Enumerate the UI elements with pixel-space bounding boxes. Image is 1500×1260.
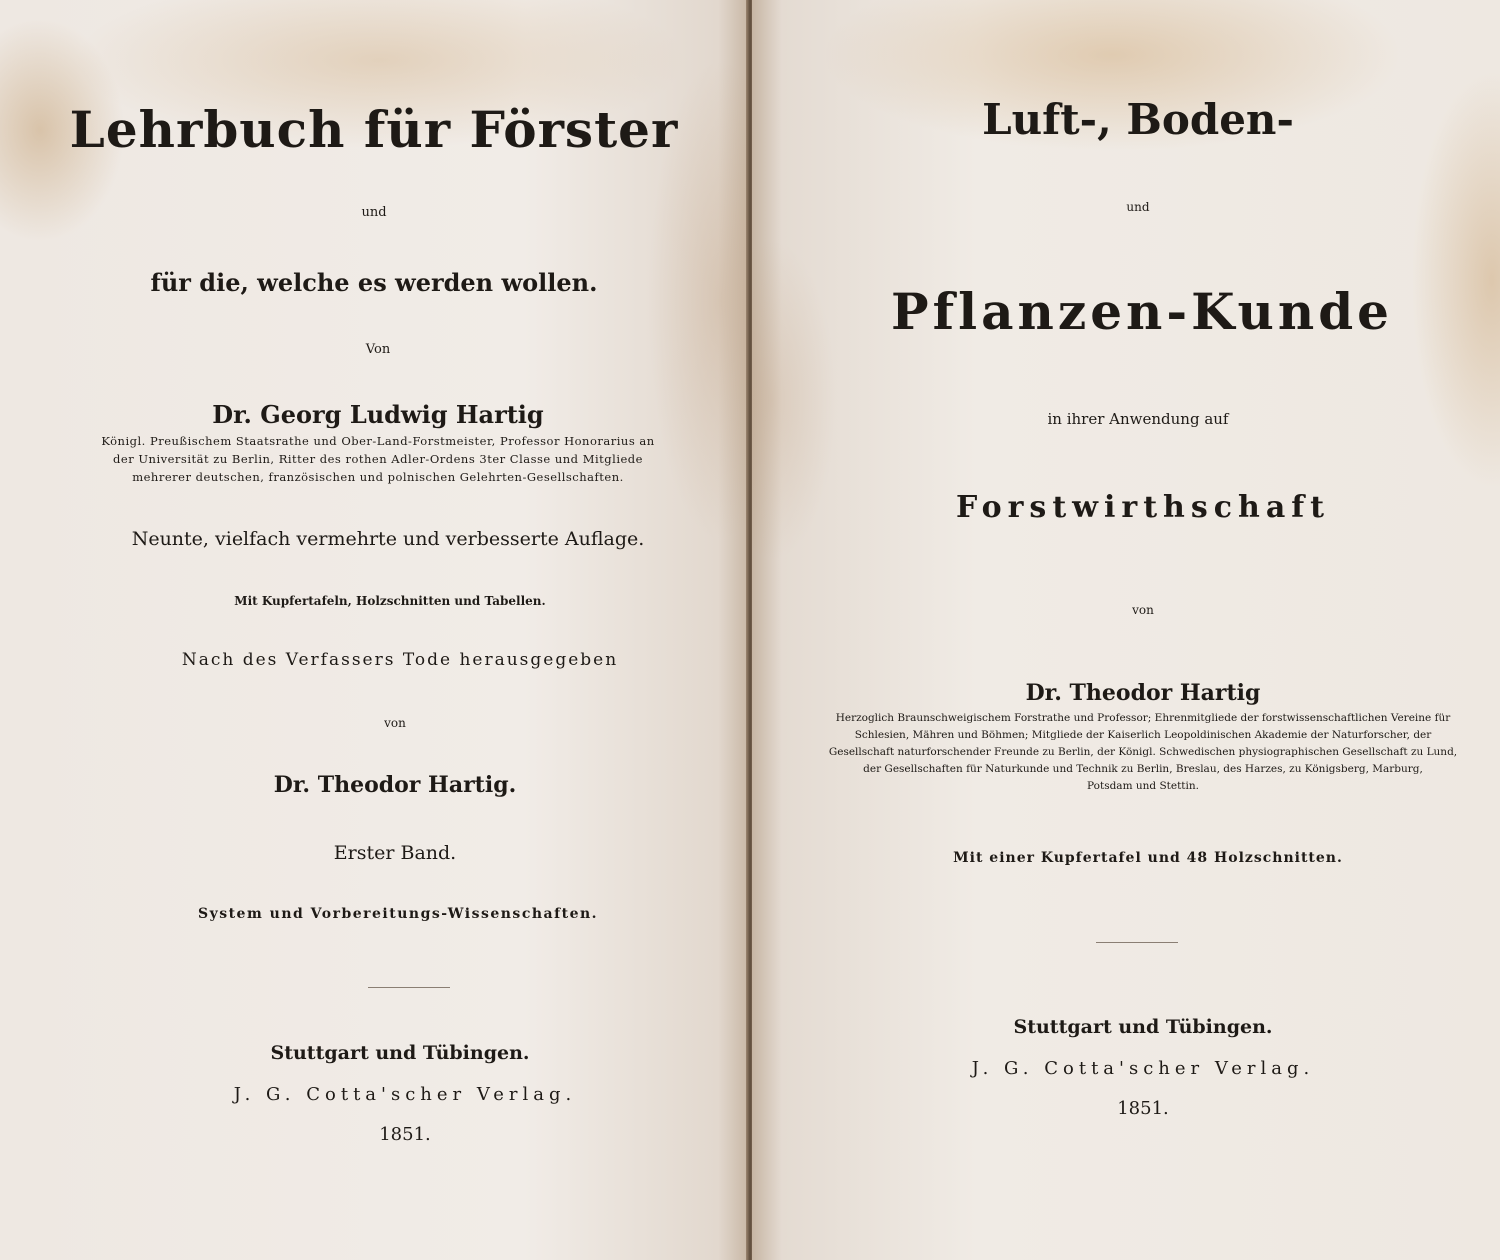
right-page bbox=[752, 0, 1500, 1260]
left-page bbox=[0, 0, 748, 1260]
right-year: 1851. bbox=[1117, 1098, 1169, 1119]
left-posthumous: Nach des Verfassers Tode herausgegeben bbox=[181, 650, 619, 670]
left-volume-subject: System und Vorbereitungs-Wissenschaften. bbox=[197, 906, 599, 922]
right-und: und bbox=[1126, 200, 1150, 214]
right-author-titles-5: Potsdam und Stettin. bbox=[1087, 780, 1199, 792]
left-illustrations: Mit Kupfertafeln, Holzschnitten und Tabellen. bbox=[234, 594, 546, 608]
left-edition: Neunte, vielfach vermehrte und verbesserte Auflage. bbox=[131, 528, 645, 550]
right-title-line2: Pflanzen-Kunde bbox=[891, 282, 1393, 341]
right-author-titles-2: Schlesien, Mähren und Böhmen; Mitgliede der Kaiserlich Leopoldinischen Akademie der Naturforscher, der bbox=[854, 729, 1432, 741]
left-author: Dr. Georg Ludwig Hartig bbox=[212, 400, 544, 429]
right-divider bbox=[1096, 942, 1178, 943]
right-place: Stuttgart und Tübingen. bbox=[1013, 1016, 1273, 1038]
left-subtitle: für die, welche es werden wollen. bbox=[150, 268, 598, 297]
left-publisher: J. G. Cotta'scher Verlag. bbox=[233, 1084, 577, 1105]
right-publisher: J. G. Cotta'scher Verlag. bbox=[971, 1058, 1315, 1079]
left-title: Lehrbuch für Förster bbox=[69, 100, 679, 159]
left-year: 1851. bbox=[379, 1124, 431, 1145]
left-author-titles-2: der Universität zu Berlin, Ritter des rothen Adler-Ordens 3ter Classe und Mitgliede bbox=[113, 452, 643, 466]
right-author-titles-1: Herzoglich Braunschweigischem Forstrathe und Professor; Ehrenmitgliede der forstwissenschaftlichen Vereine für bbox=[835, 712, 1451, 724]
left-von: Von bbox=[365, 342, 391, 357]
left-von-2: von bbox=[384, 716, 406, 730]
right-author: Dr. Theodor Hartig bbox=[1025, 680, 1261, 706]
left-author-titles-3: mehrerer deutschen, französischen und polnischen Gelehrten-Gesellschaften. bbox=[132, 470, 624, 484]
right-author-titles-4: der Gesellschaften für Naturkunde und Technik zu Berlin, Breslau, des Harzes, zu Königsberg, Marburg, bbox=[863, 763, 1423, 775]
right-application: in ihrer Anwendung auf bbox=[1047, 410, 1229, 428]
right-subject: Forstwirthschaft bbox=[955, 490, 1331, 525]
right-author-titles-3: Gesellschaft naturforschender Freunde zu Berlin, der Königl. Schwedischen physiographischen Gesellschaft zu Lund, bbox=[828, 746, 1458, 758]
left-und: und bbox=[361, 205, 387, 220]
right-von: von bbox=[1132, 603, 1154, 617]
right-illustrations: Mit einer Kupfertafel und 48 Holzschnitten. bbox=[953, 850, 1343, 866]
left-volume: Erster Band. bbox=[333, 842, 457, 864]
right-title-line1: Luft-, Boden- bbox=[982, 95, 1294, 144]
left-place: Stuttgart und Tübingen. bbox=[270, 1042, 530, 1064]
left-divider bbox=[368, 987, 450, 988]
left-editor: Dr. Theodor Hartig. bbox=[273, 772, 517, 798]
left-author-titles-1: Königl. Preußischem Staatsrathe und Ober-Land-Forstmeister, Professor Honorarius an bbox=[101, 434, 655, 448]
